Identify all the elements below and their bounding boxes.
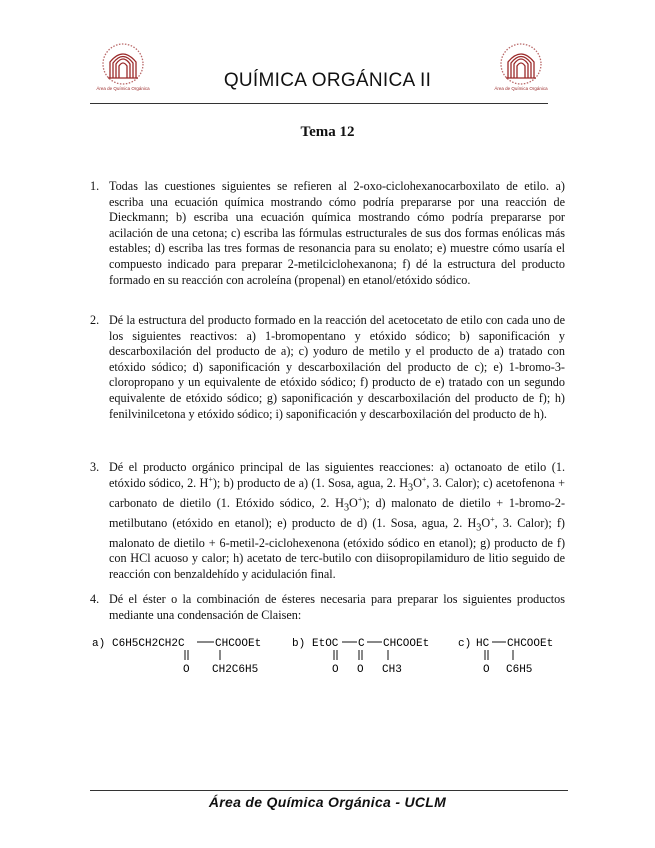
topic-heading: Tema 12 (300, 124, 355, 140)
question-number: 4. (90, 592, 100, 606)
question-text: Dé el éster o la combinación de ésteres necesaria para preparar los siguientes productos mediante una condensación de Claisen: (109, 592, 565, 622)
carbonyl-oxygen: O (483, 664, 490, 676)
carbonyl-oxygen: O (183, 664, 190, 676)
question-1 (90, 179, 565, 288)
structure-a (90, 630, 280, 682)
footer: Área de Química Orgánica - UCLM (208, 794, 447, 810)
footer-divider (90, 790, 568, 791)
carbonyl-oxygen: O (357, 664, 364, 676)
question-4 (90, 592, 565, 623)
ester-group: CHCOOEt (507, 638, 554, 650)
header-divider (90, 103, 548, 104)
page-title: QUÍMICA ORGÁNICA II (223, 70, 432, 91)
main-chain: C6H5CH2CH2C (112, 638, 185, 650)
question-3 (90, 460, 565, 582)
ester-group: CHCOOEt (383, 638, 430, 650)
structure-b (290, 630, 450, 682)
substituent: C6H5 (506, 664, 533, 676)
question-2 (90, 313, 565, 422)
question-number: 3. (90, 460, 100, 474)
ester-left: EtOC (312, 638, 339, 650)
question-number: 1. (90, 179, 100, 193)
question-text: Dé la estructura del producto formado en la reacción del acetocetato de etilo con cada uno de los siguientes reactivos: a) 1-bromopentano y etóxido sódico; b) saponificación y descarboxilación del producto de a); c) yoduro de metilo y el producto de a) tratado con etóxido sódico; d) saponificación y descarboxilación del producto de c); e) 1-bromo-3-cloropropano y un equivalente de etóxido sódico; f) producto de e) tratado con un segundo equivalente de etóxido sódico; g) saponificación y descarboxilación del producto de f); h) fenilvinilcetona y etóxido sódico; i) saponificación y descarboxilación del producto de h). (109, 313, 565, 421)
question-number: 2. (90, 313, 100, 327)
question-text: Todas las cuestiones siguientes se refieren al 2-oxo-ciclohexanocarboxilato de etilo. a) escriba una ecuación química mostrando cómo podría prepararse por una reacción de Dieckmann; b) escriba una ecuación química mostrando cómo podría prepararse por acilación de una cetona; c) escriba las fórmulas estructurales de sus dos formas enólicas más estables; d) escriba las tres formas de resonancia para su enolato; e) muestre cómo usaría el compuesto indicado para preparar 2-metilciclohexanona; f) dé la estructura del producto formado en su reacción con acroleína (propenal) en etanol/etóxido sódico. (109, 179, 565, 287)
ester-group: CHCOOEt (215, 638, 262, 650)
structure-label: c) (458, 638, 472, 650)
substituent: CH2C6H5 (212, 664, 259, 676)
structure-label: a) (92, 638, 106, 650)
aldehyde-group: HC (476, 638, 490, 650)
logo-caption: Área de Química Orgánica (494, 86, 548, 91)
question-text: Dé el producto orgánico principal de las siguientes reacciones: a) octanoato de etilo (1. etóxido sódico, 2. H+); b) producto de a) (1. Sosa, agua, 2. $H_3O^+$, 3. Calor); c) acetofenona + carbonato de dietilo (1. Etóxido sódico, 2. $H_3O^+$); d) malonato de dietilo + 1-bromo-2-metilbutano (etóxido en etanol); e) producto de d) (1. Sosa, agua, 2. $H_3O^+$, 3. Calor); f) malonato de dietilo + 6-metil-2-ciclohexenona (etóxido sódico en etanol); g) producto de f) con HCl acuoso y calor; h) acetato de terc-butilo con diisopropilamiduro de litio seguido de reacción con benzaldehído y acidulación final. (109, 460, 565, 581)
carbonyl-oxygen: O (332, 664, 339, 676)
carbonyl-carbon: C (358, 638, 365, 650)
structure-c (456, 630, 576, 682)
logo-caption: Área de Química Orgánica (96, 86, 150, 91)
substituent: CH3 (382, 664, 402, 676)
structure-label: b) (292, 638, 306, 650)
